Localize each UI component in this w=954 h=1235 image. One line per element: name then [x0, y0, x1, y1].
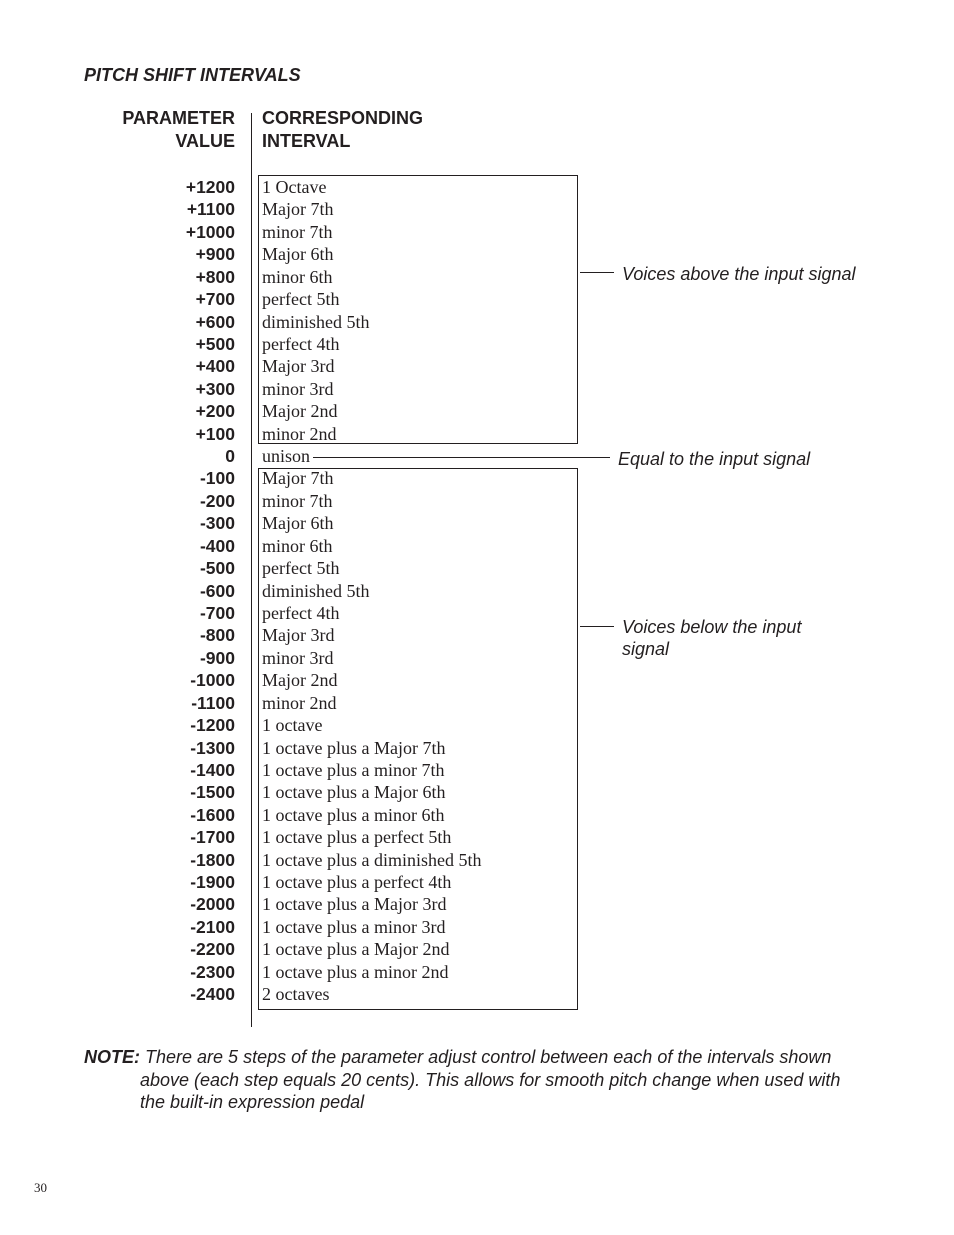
- parameter-value: -2300: [190, 961, 235, 982]
- above-leader-line: [580, 272, 614, 273]
- table-row: [0, 557, 954, 580]
- annotation-below: [622, 616, 801, 660]
- annotation-equal: Equal to the input signal: [618, 449, 811, 469]
- parameter-value: +600: [195, 311, 235, 332]
- interval-name: 1 octave plus a Major 3rd: [262, 894, 447, 915]
- parameter-value: -2400: [190, 984, 235, 1005]
- interval-name: 1 Octave: [262, 177, 327, 197]
- section-title: PITCH SHIFT INTERVALS: [84, 65, 301, 85]
- table-row: [0, 871, 954, 894]
- parameter-value: -900: [199, 647, 235, 668]
- table-row: [0, 961, 954, 984]
- interval-name: Major 2nd: [262, 401, 338, 422]
- table-row: [0, 669, 954, 692]
- parameter-value-header: [122, 107, 235, 153]
- annotation-below-line2: signal: [622, 639, 670, 659]
- table-row: [0, 176, 954, 199]
- table-row: [0, 355, 954, 378]
- parameter-value: -1900: [190, 872, 235, 893]
- interval-header-line2: INTERVAL: [262, 131, 351, 151]
- interval-name: 1 octave plus a perfect 5th: [262, 827, 452, 848]
- parameter-header-line2: VALUE: [175, 131, 235, 151]
- interval-name: minor 2nd: [262, 423, 337, 444]
- parameter-header-line1: PARAMETER: [122, 108, 235, 128]
- note-text-line1: There are 5 steps of the parameter adjust control between each of the intervals shown: [145, 1047, 832, 1067]
- parameter-value: -1100: [191, 692, 235, 713]
- table-row: [0, 849, 954, 872]
- table-row: [0, 467, 954, 490]
- interval-name: 1 octave plus a minor 7th: [262, 759, 445, 780]
- table-row: [0, 781, 954, 804]
- interval-name: 1 octave plus a minor 2nd: [262, 961, 449, 982]
- parameter-value: -2200: [190, 939, 235, 960]
- parameter-value: -1300: [190, 737, 235, 758]
- interval-name: minor 6th: [262, 535, 333, 556]
- parameter-value: -200: [199, 490, 235, 511]
- interval-header: [262, 107, 423, 153]
- parameter-value: -1200: [190, 715, 235, 736]
- note-label: NOTE:: [84, 1047, 140, 1067]
- interval-name: unison: [262, 446, 311, 467]
- parameter-value: +700: [195, 289, 235, 310]
- table-row: [0, 378, 954, 401]
- interval-name: perfect 5th: [262, 289, 340, 310]
- parameter-value: -2100: [190, 916, 235, 937]
- parameter-value: -500: [199, 558, 235, 579]
- interval-name: Major 6th: [262, 513, 334, 534]
- parameter-value: -1500: [190, 782, 235, 803]
- interval-header-line1: CORRESPONDING: [262, 108, 424, 128]
- interval-name: perfect 5th: [262, 558, 340, 579]
- interval-name: Major 7th: [262, 468, 334, 489]
- table-row: [0, 512, 954, 535]
- interval-name: 1 octave plus a minor 6th: [262, 804, 445, 825]
- interval-name: minor 3rd: [262, 378, 334, 399]
- note-text-line2: above (each step equals 20 cents). This allows for smooth pitch change when used with: [140, 1069, 841, 1090]
- parameter-value: -2000: [190, 894, 235, 915]
- parameter-value: -1000: [190, 670, 235, 691]
- table-row: [0, 692, 954, 715]
- parameter-value: +1000: [185, 221, 235, 242]
- below-leader-line: [580, 626, 614, 627]
- parameter-value: -1400: [190, 759, 235, 780]
- table-row: [0, 400, 954, 423]
- interval-name: perfect 4th: [262, 333, 340, 354]
- parameter-value: 0: [225, 446, 235, 467]
- interval-name: 1 octave: [262, 715, 323, 736]
- parameter-value: +900: [195, 244, 235, 265]
- interval-name: minor 2nd: [262, 692, 337, 713]
- annotation-above: Voices above the input signal: [622, 264, 856, 284]
- parameter-value: +100: [195, 423, 235, 444]
- table-row: [0, 893, 954, 916]
- table-row: [0, 535, 954, 558]
- interval-name: Major 6th: [262, 244, 334, 265]
- table-row: [0, 198, 954, 221]
- note-line1: [84, 1046, 884, 1069]
- interval-name: 1 octave plus a diminished 5th: [262, 849, 482, 870]
- table-row: [0, 983, 954, 1006]
- table-row: [0, 333, 954, 356]
- parameter-value: +200: [195, 401, 235, 422]
- table-row: [0, 490, 954, 513]
- table-row: [0, 916, 954, 939]
- table-row: [0, 826, 954, 849]
- table-row: [0, 288, 954, 311]
- interval-name: Major 2nd: [262, 670, 338, 691]
- table-row: [0, 602, 954, 625]
- interval-name: minor 7th: [262, 490, 333, 511]
- parameter-value: -400: [199, 535, 235, 556]
- page-number: 30: [34, 1180, 47, 1195]
- table-row: [0, 423, 954, 446]
- interval-name: 2 octaves: [262, 984, 330, 1005]
- parameter-value: +800: [195, 266, 235, 287]
- interval-name: diminished 5th: [262, 311, 370, 332]
- interval-name: 1 octave plus a perfect 4th: [262, 872, 452, 893]
- annotation-below-line1: Voices below the input: [622, 617, 802, 637]
- parameter-value: -600: [199, 580, 235, 601]
- interval-name: 1 octave plus a Major 2nd: [262, 939, 450, 960]
- table-row: [0, 938, 954, 961]
- interval-name: perfect 4th: [262, 602, 340, 623]
- interval-name: 1 octave plus a minor 3rd: [262, 916, 446, 937]
- parameter-value: -1800: [190, 849, 235, 870]
- interval-name: minor 3rd: [262, 647, 334, 668]
- table-row: [0, 311, 954, 334]
- interval-name: minor 6th: [262, 266, 333, 287]
- interval-name: 1 octave plus a Major 6th: [262, 782, 446, 803]
- parameter-value: +1200: [185, 177, 235, 197]
- parameter-value: -100: [199, 468, 235, 489]
- table-row: [0, 804, 954, 827]
- parameter-value: +500: [195, 333, 235, 354]
- parameter-value: -1700: [190, 827, 235, 848]
- interval-name: Major 3rd: [262, 356, 335, 377]
- parameter-value: -300: [199, 513, 235, 534]
- table-row: [0, 647, 954, 670]
- table-row: [0, 714, 954, 737]
- note-text-line3: the built-in expression pedal: [140, 1092, 365, 1112]
- table-row: [0, 759, 954, 782]
- parameter-value: +300: [195, 378, 235, 399]
- parameter-value: +400: [195, 356, 235, 377]
- table-row: [0, 221, 954, 244]
- parameter-value: +1100: [186, 199, 235, 220]
- interval-name: minor 7th: [262, 221, 333, 242]
- equal-leader-line: [313, 457, 610, 458]
- table-row: [0, 580, 954, 603]
- note-paragraph: [84, 1046, 884, 1114]
- interval-name: Major 7th: [262, 199, 334, 220]
- interval-name: Major 3rd: [262, 625, 335, 646]
- parameter-value: -800: [199, 625, 235, 646]
- parameter-value: -1600: [190, 804, 235, 825]
- interval-name: diminished 5th: [262, 580, 370, 601]
- table-row: [0, 737, 954, 760]
- interval-name: 1 octave plus a Major 7th: [262, 737, 446, 758]
- parameter-value: -700: [199, 602, 235, 623]
- table-row: [0, 624, 954, 647]
